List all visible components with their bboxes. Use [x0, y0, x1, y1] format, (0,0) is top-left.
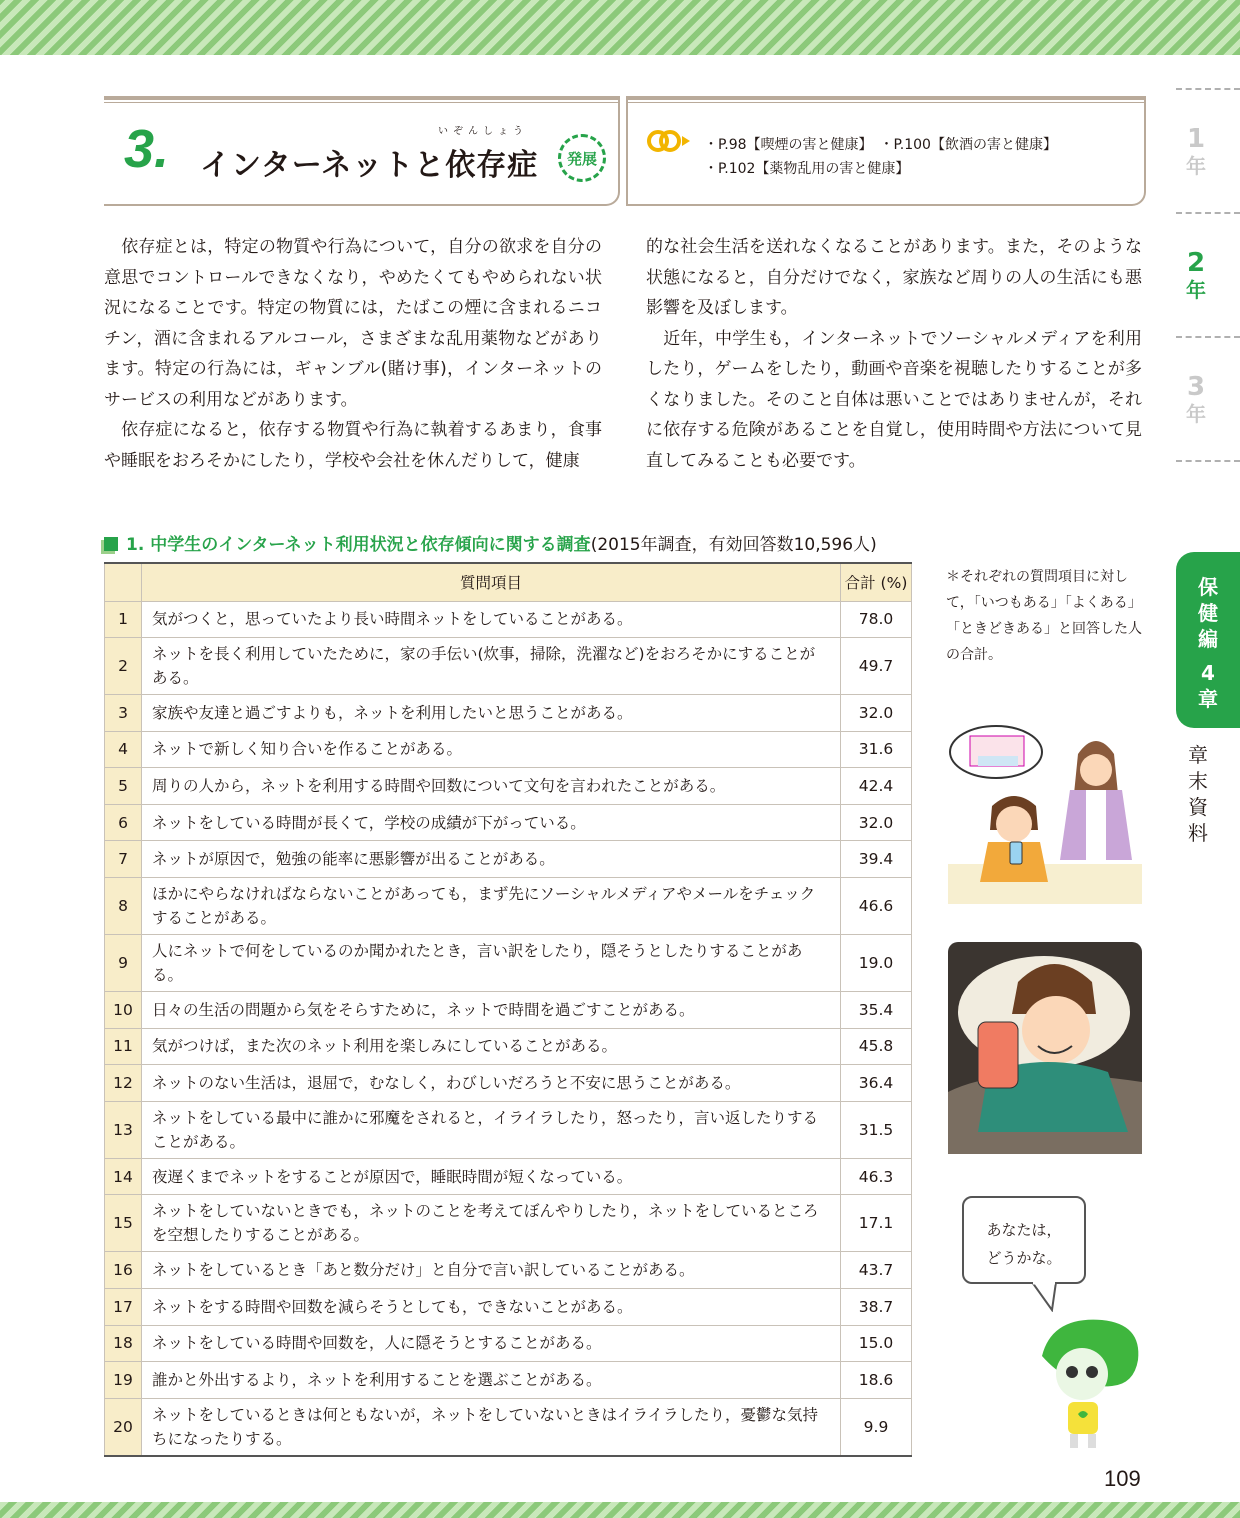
question-text: ネットのない生活は，退屈で，むなしく，わびしいだろうと不安に思うことがある。: [142, 1065, 841, 1102]
header-item: 質問項目: [142, 563, 841, 601]
section-number: 3.: [124, 119, 170, 179]
chapter-tab-char: 章: [1198, 687, 1218, 711]
table-row: [105, 1028, 912, 1065]
reference-box: [626, 96, 1146, 206]
question-text: ネットをしていないときでも，ネットのことを考えてぼんやりしたり，ネットをしているところを空想したりすることがある。: [142, 1195, 841, 1252]
total-percent: 43.7: [841, 1252, 912, 1289]
grade-2-number: 2: [1186, 248, 1206, 278]
chapter-tab-char: 4: [1201, 661, 1215, 685]
reference-line-2[interactable]: ・P.102【薬物乱用の害と健康】: [704, 161, 910, 177]
grade-3-label: 年: [1186, 402, 1206, 426]
top-stripe-band: [0, 0, 1240, 55]
table-header-row: [105, 563, 912, 601]
question-text: ネットをする時間や回数を減らそうとしても，できないことがある。: [142, 1289, 841, 1326]
total-percent: 38.7: [841, 1289, 912, 1326]
table-row: [105, 1362, 912, 1399]
total-percent: 31.6: [841, 731, 912, 768]
green-mascot-character: [1032, 1316, 1142, 1450]
reference-line-1[interactable]: ・P.98【喫煙の害と健康】 ・P.100【飲酒の害と健康】: [704, 137, 1057, 153]
question-text: 家族や友達と過ごすよりも，ネットを利用したいと思うことがある。: [142, 695, 841, 732]
section-title-box: [104, 96, 620, 206]
row-number: 7: [105, 841, 142, 878]
family-phone-illustration: [948, 724, 1142, 904]
row-number: 13: [105, 1101, 142, 1158]
page-number: 109: [1104, 1466, 1141, 1491]
row-number: 12: [105, 1065, 142, 1102]
end-char: 料: [1188, 821, 1208, 845]
row-number: 14: [105, 1158, 142, 1195]
question-text: 夜遅くまでネットをすることが原因で，睡眠時間が短くなっている。: [142, 1158, 841, 1195]
end-char: 末: [1188, 769, 1208, 793]
total-percent: 46.6: [841, 878, 912, 935]
row-number: 19: [105, 1362, 142, 1399]
row-number: 11: [105, 1028, 142, 1065]
question-text: ネットで新しく知り合いを作ることがある。: [142, 731, 841, 768]
question-text: ネットをしている最中に誰かに邪魔をされると，イライラしたり，怒ったり，言い返したりすることがある。: [142, 1101, 841, 1158]
total-percent: 15.0: [841, 1325, 912, 1362]
row-number: 1: [105, 601, 142, 638]
bubble-line-1: あなたは，: [986, 1221, 1062, 1239]
grade-2-tab[interactable]: [1176, 248, 1216, 302]
question-text: ネットをしているとき「あと数分だけ」と自分で言い訳していることがある。: [142, 1252, 841, 1289]
survey-heading: [104, 530, 877, 555]
survey-title: 1. 中学生のインターネット利用状況と依存傾向に関する調査: [126, 535, 591, 555]
grade-2-label: 年: [1186, 278, 1206, 302]
total-percent: 46.3: [841, 1158, 912, 1195]
row-number: 3: [105, 695, 142, 732]
question-text: ネットを長く利用していたために，家の手伝い(炊事，掃除，洗濯など)をおろそかにすることがある。: [142, 638, 841, 695]
grade-1-tab[interactable]: [1176, 124, 1216, 178]
grade-1-number: 1: [1186, 124, 1206, 154]
link-icon: [646, 124, 692, 158]
table-row: [105, 1252, 912, 1289]
body-text-left: 依存症とは，特定の物質や行為について，自分の欲求を自分の意思でコントロールできなくなり，やめたくてもやめられない状況になることです。特定の物質には，たばこの煙に含まれるニコチン，酒に含まれるアルコール，さまざまな乱用薬物などがあります。特定の行為には，ギャンブル(賭け事)，インターネットのサービスの利用などがあります。 依存症になると，依存する物質や行為に執着するあまり，食事や睡眠をおろそかにしたり，学校や会社を休んだりして，健康: [104, 237, 602, 471]
total-percent: 32.0: [841, 695, 912, 732]
body-text-right: 的な社会生活を送れなくなることがあります。また，そのような状態になると，自分だけでなく，家族など周りの人の生活にも悪影響を及ぼします。 近年，中学生も，インターネットでソーシャルメディアを利用したり，ゲームをしたり，動画や音楽を視聴したりすることが多くなりました。そのこと自体は悪いことではありませんが，それに依存する危険があることを自覚し，使用時間や方法について見直してみることも必要です。: [646, 237, 1142, 471]
table-row: [105, 1065, 912, 1102]
total-percent: 19.0: [841, 935, 912, 992]
row-number: 5: [105, 768, 142, 805]
table-row: [105, 1158, 912, 1195]
total-percent: 36.4: [841, 1065, 912, 1102]
total-percent: 78.0: [841, 601, 912, 638]
total-percent: 17.1: [841, 1195, 912, 1252]
grade-3-number: 3: [1186, 372, 1206, 402]
total-percent: 42.4: [841, 768, 912, 805]
row-number: 8: [105, 878, 142, 935]
question-text: 日々の生活の問題から気をそらすために，ネットで時間を過ごすことがある。: [142, 992, 841, 1029]
total-percent: 39.4: [841, 841, 912, 878]
divider: [1176, 460, 1240, 462]
total-percent: 49.7: [841, 638, 912, 695]
section-title: インターネットと依存症: [200, 148, 539, 183]
table-row: [105, 601, 912, 638]
row-number: 16: [105, 1252, 142, 1289]
chapter-tab-char: 健: [1198, 601, 1218, 625]
row-number: 10: [105, 992, 142, 1029]
bubble-line-2: どうかな。: [986, 1249, 1062, 1267]
bed-phone-illustration: [948, 942, 1142, 1154]
advanced-badge: 発展: [558, 134, 606, 182]
question-text: 周りの人から，ネットを利用する時間や回数について文句を言われたことがある。: [142, 768, 841, 805]
bubble-tail: [1030, 1282, 1060, 1312]
total-percent: 32.0: [841, 804, 912, 841]
table-row: [105, 1101, 912, 1158]
question-text: 気がつくと，思っていたより長い時間ネットをしていることがある。: [142, 601, 841, 638]
chapter-tab-char: 保: [1198, 575, 1218, 599]
header-number-cell: [105, 563, 142, 601]
table-row: [105, 731, 912, 768]
chapter-tab[interactable]: [1176, 552, 1240, 728]
row-number: 20: [105, 1398, 142, 1456]
table-row: [105, 804, 912, 841]
row-number: 9: [105, 935, 142, 992]
end-char: 資: [1188, 795, 1208, 819]
table-row: [105, 768, 912, 805]
total-percent: 45.8: [841, 1028, 912, 1065]
grade-3-tab[interactable]: [1176, 372, 1216, 426]
square-bullet-icon: [104, 537, 118, 551]
total-percent: 18.6: [841, 1362, 912, 1399]
chapter-end-materials-tab[interactable]: [1186, 742, 1210, 846]
table-row: [105, 878, 912, 935]
table-row: [105, 1325, 912, 1362]
row-number: 6: [105, 804, 142, 841]
header-total: 合計 (%): [841, 563, 912, 601]
total-percent: 9.9: [841, 1398, 912, 1456]
total-percent: 31.5: [841, 1101, 912, 1158]
survey-table: [104, 562, 912, 1457]
question-text: 気がつけば，また次のネット利用を楽しみにしていることがある。: [142, 1028, 841, 1065]
speech-bubble: [962, 1196, 1086, 1284]
table-row: [105, 638, 912, 695]
table-row: [105, 935, 912, 992]
total-percent: 35.4: [841, 992, 912, 1029]
row-number: 15: [105, 1195, 142, 1252]
table-row: [105, 695, 912, 732]
question-text: ネットをしている時間や回数を，人に隠そうとすることがある。: [142, 1325, 841, 1362]
divider: [1176, 336, 1240, 338]
survey-subtitle: (2015年調査，有効回答数10,596人): [590, 535, 877, 555]
title-ruby: いぞんしょう: [438, 126, 528, 137]
table-row: [105, 1289, 912, 1326]
row-number: 4: [105, 731, 142, 768]
question-text: ほかにやらなければならないことがあっても，まず先にソーシャルメディアやメールをチェックすることがある。: [142, 878, 841, 935]
bottom-stripe-band: [0, 1502, 1240, 1518]
row-number: 2: [105, 638, 142, 695]
question-text: ネットをしている時間が長くて，学校の成績が下がっている。: [142, 804, 841, 841]
row-number: 18: [105, 1325, 142, 1362]
question-text: 誰かと外出するより，ネットを利用することを選ぶことがある。: [142, 1362, 841, 1399]
end-char: 章: [1188, 743, 1208, 767]
divider: [1176, 212, 1240, 214]
question-text: 人にネットで何をしているのか聞かれたとき，言い訳をしたり，隠そうとしたりすることがある。: [142, 935, 841, 992]
table-row: [105, 1398, 912, 1456]
grade-1-label: 年: [1186, 154, 1206, 178]
table-row: [105, 841, 912, 878]
chapter-tab-char: 編: [1198, 627, 1218, 651]
question-text: ネットが原因で，勉強の能率に悪影響が出ることがある。: [142, 841, 841, 878]
row-number: 17: [105, 1289, 142, 1326]
table-row: [105, 992, 912, 1029]
table-row: [105, 1195, 912, 1252]
table-footnote: ＊それぞれの質問項目に対して，「いつもある」「よくある」「ときどきある」と回答した人の合計。: [946, 569, 1142, 663]
question-text: ネットをしているときは何ともないが，ネットをしていないときはイライラしたり，憂鬱な気持ちになったりする。: [142, 1398, 841, 1456]
divider: [1176, 88, 1240, 90]
